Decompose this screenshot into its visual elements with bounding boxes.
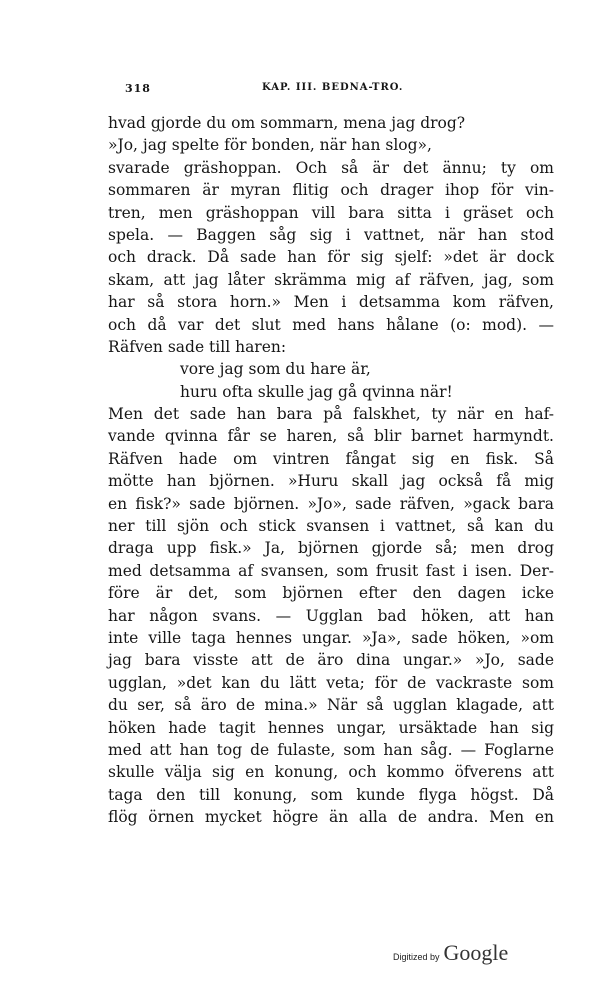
text-line: draga upp fisk.» Ja, björnen gjorde så; men drog (108, 539, 554, 558)
text-line: med detsamma af svansen, som frusit fast i isen. Der- (108, 561, 554, 580)
text-line: Men det sade han bara på falskhet, ty när en haf- (108, 405, 554, 424)
text-line: skulle välja sig en konung, och kommo öfverens att (108, 763, 554, 782)
text-line: och då var det slut med hans hålane (o: mod). — (108, 315, 554, 334)
text-line: har så stora horn.» Men i detsamma kom räfven, (108, 293, 554, 312)
text-line: ugglan, »det kan du lätt veta; för de vackraste som (108, 673, 554, 692)
text-line: Räfven hade om vintren fångat sig en fisk. Så (108, 449, 554, 468)
text-line: hvad gjorde du om sommarn, mena jag drog? (108, 114, 466, 132)
text-line: med att han tog de fulaste, som han såg. — Foglarne (108, 740, 554, 759)
text-line: »Jo, jag spelte för bonden, när han slog», (108, 136, 432, 155)
text-line: mötte han björnen. »Huru skall jag också få mig (108, 472, 554, 491)
text-line: jag bara visste att de äro dina ungar.» »Jo, sade (108, 651, 554, 670)
text-line: flög örnen mycket högre än alla de andra. Men en (108, 808, 554, 827)
text-line: inte ville taga hennes ungar. »Ja», sade höken, »om (108, 628, 554, 647)
text-line: före är det, som björnen efter den dagen icke (108, 584, 554, 603)
body-text (108, 112, 554, 829)
digitization-watermark (393, 940, 508, 970)
text-line: en fisk?» sade björnen. »Jo», sade räfven, »gack bara (108, 494, 554, 513)
text-line: svarade gräshoppan. Och så är det ännu; ty om (108, 158, 554, 177)
text-line: tren, men gräshoppan vill bara sitta i gräset och (108, 203, 554, 222)
page-number: 318 (125, 82, 151, 95)
running-title: KAP. III. BEDNA-TRO. (262, 82, 404, 93)
running-header (112, 82, 552, 100)
text-line: Räfven sade till haren: (108, 337, 287, 356)
text-line: taga den till konung, som kunde flyga högst. Då (108, 785, 554, 804)
verse-line: vore jag som du hare är, (180, 360, 371, 379)
google-logo: Google (443, 940, 509, 965)
text-line: vande qvinna får se haren, så blir barnet harmyndt. (108, 427, 554, 446)
text-line: har någon svans. — Ugglan bad höken, att han (108, 606, 554, 625)
text-line: spela. — Baggen såg sig i vattnet, när han stod (108, 225, 554, 244)
text-line: skam, att jag låter skrämma mig af räfven, jag, som (108, 270, 554, 289)
text-line: höken hade tagit hennes ungar, ursäktade han sig (108, 718, 554, 737)
verse-line: huru ofta skulle jag gå qvinna när! (180, 382, 453, 401)
text-line: ner till sjön och stick svansen i vattnet, så kan du (108, 517, 554, 536)
text-line: du ser, så äro de mina.» När så ugglan klagade, att (108, 696, 554, 715)
text-line: och drack. Då sade han för sig sjelf: »det är dock (108, 248, 554, 267)
digitized-by-label: Digitized by (393, 952, 440, 962)
text-line: sommaren är myran flitig och drager ihop för vin- (108, 181, 554, 200)
